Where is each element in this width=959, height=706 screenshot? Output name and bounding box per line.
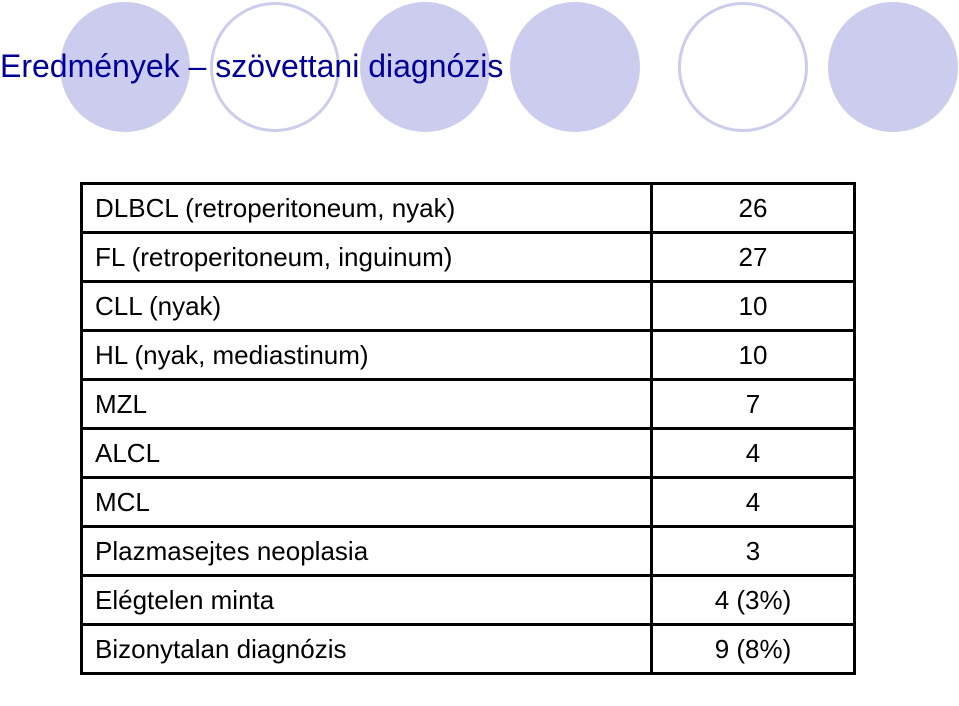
row-value: 4 (3%) — [652, 576, 855, 625]
row-value: 7 — [652, 380, 855, 429]
row-value: 4 — [652, 478, 855, 527]
row-label: MCL — [82, 478, 652, 527]
row-value: 9 (8%) — [652, 625, 855, 674]
row-label: HL (nyak, mediastinum) — [82, 331, 652, 380]
row-value: 26 — [652, 184, 855, 233]
table-row — [82, 282, 855, 331]
row-label: FL (retroperitoneum, inguinum) — [82, 233, 652, 282]
diagnosis-table — [80, 182, 856, 675]
row-value: 10 — [652, 331, 855, 380]
row-value: 4 — [652, 429, 855, 478]
table-row — [82, 527, 855, 576]
row-label: Bizonytalan diagnózis — [82, 625, 652, 674]
table-row — [82, 233, 855, 282]
decor-circle-filled-3 — [510, 2, 640, 132]
row-label: Elégtelen minta — [82, 576, 652, 625]
table-row — [82, 576, 855, 625]
row-label: Plazmasejtes neoplasia — [82, 527, 652, 576]
row-label: ALCL — [82, 429, 652, 478]
row-value: 10 — [652, 282, 855, 331]
decor-circle-outline-2 — [678, 2, 808, 132]
table-row — [82, 380, 855, 429]
decor-circle-filled-4 — [828, 2, 958, 132]
table-row — [82, 184, 855, 233]
table-row — [82, 331, 855, 380]
slide-title: Eredmények – szövettani diagnózis — [0, 48, 504, 84]
row-label: MZL — [82, 380, 652, 429]
table-row — [82, 429, 855, 478]
row-value: 3 — [652, 527, 855, 576]
table-row — [82, 478, 855, 527]
row-label: CLL (nyak) — [82, 282, 652, 331]
row-label: DLBCL (retroperitoneum, nyak) — [82, 184, 652, 233]
table-row — [82, 625, 855, 674]
row-value: 27 — [652, 233, 855, 282]
